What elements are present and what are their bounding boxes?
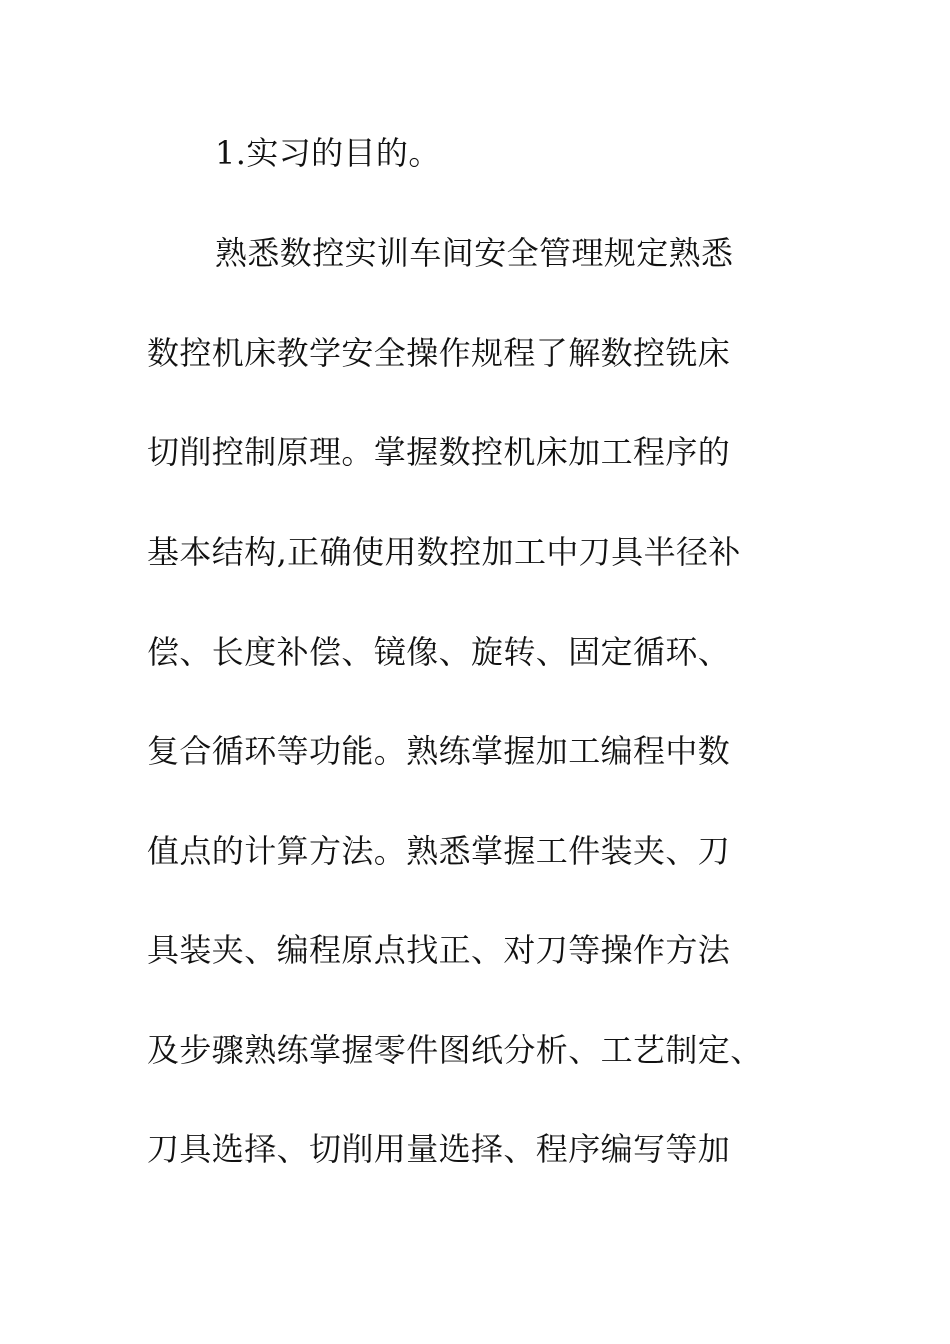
paragraph-line: 具装夹、编程原点找正、对刀等操作方法 [147,931,731,969]
section-heading: 1.实习的目的。 [215,134,441,172]
paragraph-line: 复合循环等功能。熟练掌握加工编程中数 [147,732,731,770]
paragraph-line: 数控机床教学安全操作规程了解数控铣床 [147,334,731,372]
paragraph-line: 切削控制原理。掌握数控机床加工程序的 [147,433,731,471]
paragraph-line: 基本结构,正确使用数控加工中刀具半径补 [147,533,741,571]
paragraph-line: 值点的计算方法。熟悉掌握工件装夹、刀 [147,832,731,870]
paragraph-line: 及步骤熟练掌握零件图纸分析、工艺制定、 [147,1031,763,1069]
paragraph-line: 熟悉数控实训车间安全管理规定熟悉 [215,234,734,272]
paragraph-line: 偿、长度补偿、镜像、旋转、固定循环、 [147,633,731,671]
paragraph-line: 刀具选择、切削用量选择、程序编写等加 [147,1130,731,1168]
